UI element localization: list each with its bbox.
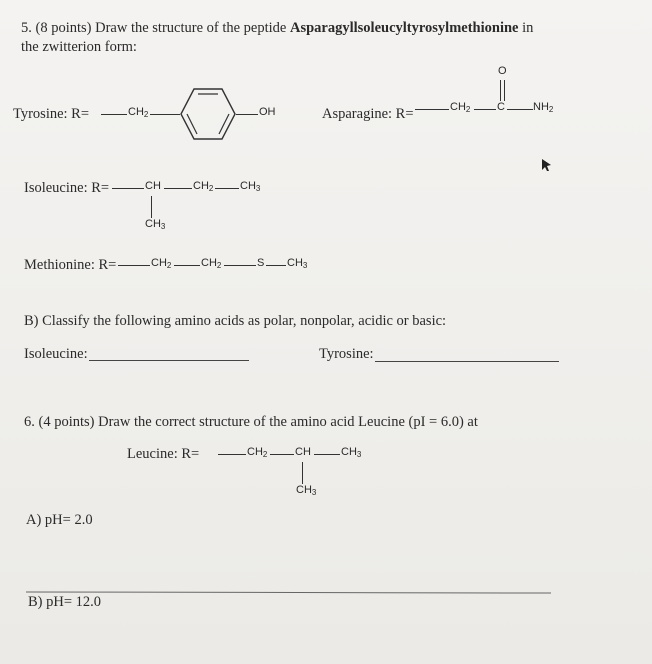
mouse-cursor-icon <box>541 158 553 172</box>
benzene-ring-icon <box>180 88 236 140</box>
asparagine-nh2: $NH_2$ <box>533 101 554 114</box>
isoleucine-bond-2 <box>164 188 192 189</box>
q5-prefix: (8 points) Draw the structure of the peptide <box>35 20 290 36</box>
q5-line1 <box>21 20 533 37</box>
tyrosine-bond-3 <box>236 114 258 115</box>
methionine-ch2-a: $CH_2$ <box>151 257 172 270</box>
leucine-branch-ch3: $CH_3$ <box>296 484 317 497</box>
isoleucine-label: Isoleucine: R= <box>24 180 110 196</box>
methionine-bond-4 <box>266 265 286 266</box>
leucine-label: Leucine: R= <box>127 446 200 462</box>
isoleucine-classify-label: Isoleucine: <box>24 346 88 362</box>
section-divider <box>26 591 551 593</box>
tyrosine-label: Tyrosine: R= <box>13 106 90 122</box>
q5-line2: the zwitterion form: <box>21 39 137 55</box>
isoleucine-bond-1 <box>112 188 144 189</box>
methionine-sulfur: S <box>257 257 265 269</box>
isoleucine-ch: CH <box>145 180 161 192</box>
q5-suffix: in <box>518 20 534 36</box>
leucine-bond-3 <box>314 454 340 455</box>
methionine-bond-2 <box>174 265 200 266</box>
tyrosine-oh: OH <box>259 106 276 118</box>
asparagine-label: Asparagine: R= <box>322 106 414 122</box>
leucine-ch: CH <box>295 446 311 458</box>
isoleucine-ch3: $CH_3$ <box>240 180 261 193</box>
isoleucine-branch-bond <box>151 196 152 218</box>
tyrosine-bond-1 <box>101 114 127 115</box>
tyrosine-classify-label: Tyrosine: <box>319 346 374 362</box>
asparagine-double-bond-b <box>504 80 505 101</box>
part-a-ph: A) pH= 2.0 <box>26 512 93 528</box>
tyrosine-bond-2 <box>150 114 180 115</box>
tyrosine-ch2: $CH_2$ <box>128 106 149 119</box>
leucine-branch-bond <box>302 462 303 484</box>
asparagine-ch2: $CH_2$ <box>450 101 471 114</box>
isoleucine-ch2: $CH_2$ <box>193 180 214 193</box>
q5-peptide-name: Asparagyllsoleucyltyrosylmethionine <box>289 20 519 36</box>
methionine-bond-3 <box>224 265 256 266</box>
asparagine-bond-3 <box>507 109 533 110</box>
isoleucine-bond-3 <box>215 188 239 189</box>
asparagine-bond-1 <box>415 109 449 110</box>
q5-number: 5. <box>21 20 32 36</box>
methionine-ch3: $CH_3$ <box>287 257 308 270</box>
isoleucine-classify-blank[interactable] <box>89 360 249 361</box>
leucine-ch2: $CH_2$ <box>247 446 268 459</box>
asparagine-double-bond-a <box>500 80 501 101</box>
methionine-bond-1 <box>118 265 150 266</box>
part-b-instruction: B) Classify the following amino acids as polar, nonpolar, acidic or basic: <box>24 313 447 329</box>
asparagine-carbon: C <box>497 101 505 113</box>
leucine-ch3: $CH_3$ <box>341 446 362 459</box>
asparagine-bond-2 <box>474 109 496 110</box>
isoleucine-branch-ch3: $CH_3$ <box>145 218 166 231</box>
q6-text: 6. (4 points) Draw the correct structure of the amino acid Leucine (pI = 6.0) at <box>24 414 478 430</box>
asparagine-oxygen: O <box>498 65 507 77</box>
tyrosine-classify-blank[interactable] <box>375 361 559 362</box>
methionine-label: Methionine: R= <box>24 257 117 273</box>
leucine-bond-1 <box>218 454 246 455</box>
part-b-ph: B) pH= 12.0 <box>28 594 102 610</box>
methionine-ch2-b: $CH_2$ <box>201 257 222 270</box>
leucine-bond-2 <box>270 454 294 455</box>
